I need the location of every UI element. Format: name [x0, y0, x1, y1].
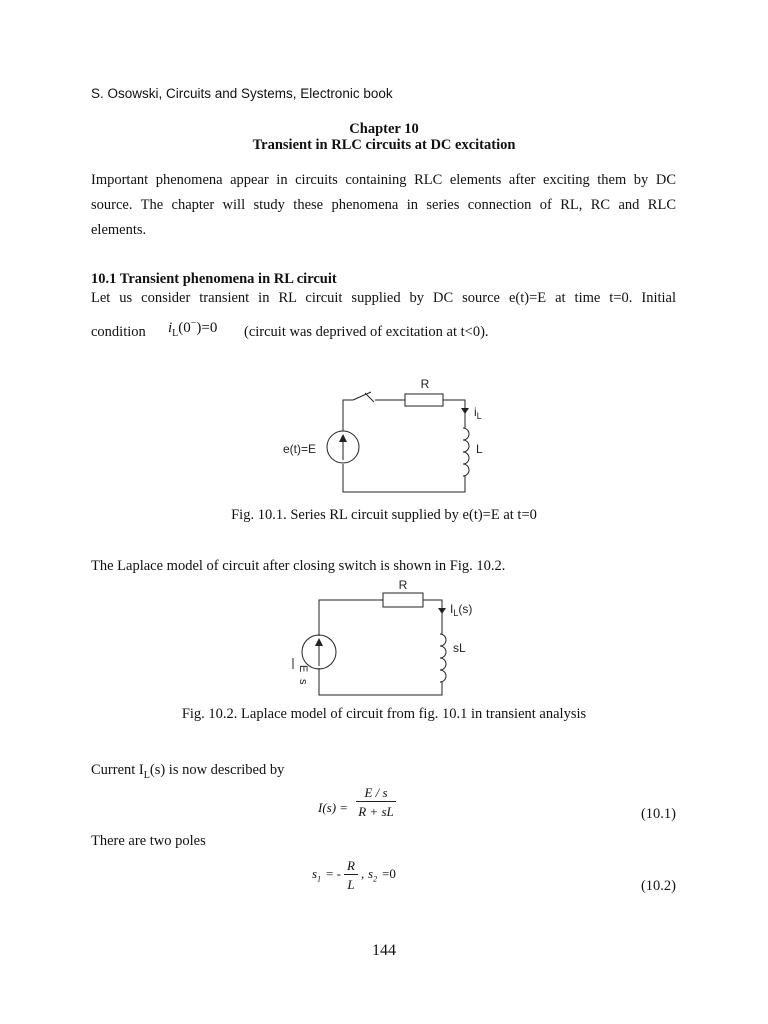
fig2-caption: Fig. 10.2. Laplace model of circuit from fig. 10.1 in transient analysis — [181, 706, 587, 722]
fig1-label-i-sub: L — [476, 411, 482, 421]
eq1-number: (10.1) — [640, 806, 676, 822]
ic-arg: (0 — [178, 320, 191, 336]
page-number: 144 — [372, 942, 396, 959]
eq2-fraction-bar — [344, 874, 358, 875]
fig2-label-E: E — [297, 665, 309, 673]
fig2-wire-top-left — [319, 600, 383, 636]
fig2-wire-bottom — [319, 668, 442, 695]
running-header: S. Osowski, Circuits and Systems, Electronic book — [91, 86, 393, 101]
section-line-1: Let us consider transient in RL circuit supplied by DC source e(t)=E at time t=0. Initial — [91, 290, 676, 306]
eq1-denominator: R + sL — [358, 804, 394, 819]
ic-rest: )=0 — [196, 320, 218, 336]
fig2-label-I-arg: (s) — [458, 602, 473, 616]
eq2-numerator: R — [347, 858, 355, 873]
fig2-label-Es — [293, 658, 309, 685]
fig1-caption: Fig. 10.1. Series RL circuit supplied by e(t)=E at t=0 — [231, 507, 537, 523]
fig1-inductor — [463, 428, 469, 476]
initial-condition-formula — [168, 318, 217, 339]
fig2-inductor — [440, 634, 446, 682]
eq2-number: (10.2) — [640, 878, 676, 894]
eq2-s1: s — [312, 866, 318, 881]
ic-i: i — [168, 320, 173, 336]
ic-sup: − — [190, 318, 197, 329]
eq2-denominator: L — [347, 877, 355, 892]
section-heading: 10.1 Transient phenomena in RL circuit — [91, 271, 337, 287]
eq2-eq: = - — [326, 866, 341, 881]
eq2-s1-sub: 1 — [317, 874, 322, 884]
fig1-label-R: R — [420, 377, 430, 391]
fig2-label-I-main: I — [450, 602, 454, 616]
chapter-title: Transient in RLC circuits at DC excitation — [252, 137, 516, 153]
fig1-wire-top-right — [443, 400, 465, 428]
ic-sub: L — [172, 328, 179, 339]
eq2-s2-val: =0 — [382, 866, 396, 881]
fig2-label-I-sub: L — [453, 608, 459, 618]
eq2-comma: , — [361, 866, 365, 881]
eq2-s2-sub: 2 — [373, 874, 378, 884]
laplace-intro: The Laplace model of circuit after closing switch is shown in Fig. 10.2. — [91, 558, 506, 574]
intro-line-2: source. The chapter will study these phenomena in series connection of RL, RC and RLC — [91, 197, 676, 213]
current-text-suffix: (s) is now described by — [149, 762, 285, 778]
fig1-label-L: L — [476, 442, 483, 456]
eq1-numerator: E / s — [364, 785, 388, 800]
eq2-s2-group — [368, 866, 377, 888]
eq2-s2: s — [368, 866, 374, 881]
fig1-label-source: e(t)=E — [283, 442, 317, 456]
eq1-fraction-bar — [356, 801, 396, 802]
current-text-prefix: Current I — [91, 762, 144, 778]
fig1-source-arrowhead — [339, 434, 347, 442]
fig1-label-i-main: i — [474, 405, 477, 419]
fig1-label-i — [474, 405, 482, 421]
condition-word: condition — [91, 324, 146, 340]
fig1-wire-left-top — [343, 400, 353, 429]
eq1-lhs: I(s) = — [318, 800, 349, 815]
fig2-circuit-diagram — [282, 580, 482, 698]
chapter-number: Chapter 10 — [349, 121, 419, 137]
fig1-wire-bottom — [343, 464, 465, 492]
condition-note: (circuit was deprived of excitation at t<0). — [244, 324, 489, 340]
fig2-wire-top-right — [423, 600, 442, 634]
fig2-label-I — [450, 602, 472, 618]
fig1-circuit-diagram — [275, 372, 485, 498]
intro-line-3: elements. — [91, 222, 147, 238]
fig2-source-arrowhead — [315, 638, 323, 646]
eq2-s1-group — [312, 866, 321, 888]
current-text — [91, 758, 676, 788]
current-text-sub: L — [143, 769, 150, 781]
fig1-switch-mark — [365, 393, 374, 402]
intro-line-1: Important phenomena appear in circuits containing RLC elements after exciting them by DC — [91, 172, 676, 188]
fig2-label-s: s — [297, 679, 309, 685]
poles-text: There are two poles — [91, 833, 206, 849]
fig2-resistor — [383, 593, 423, 607]
fig2-label-R: R — [398, 580, 408, 592]
fig1-resistor — [405, 394, 443, 406]
fig2-label-sL: sL — [453, 641, 466, 655]
